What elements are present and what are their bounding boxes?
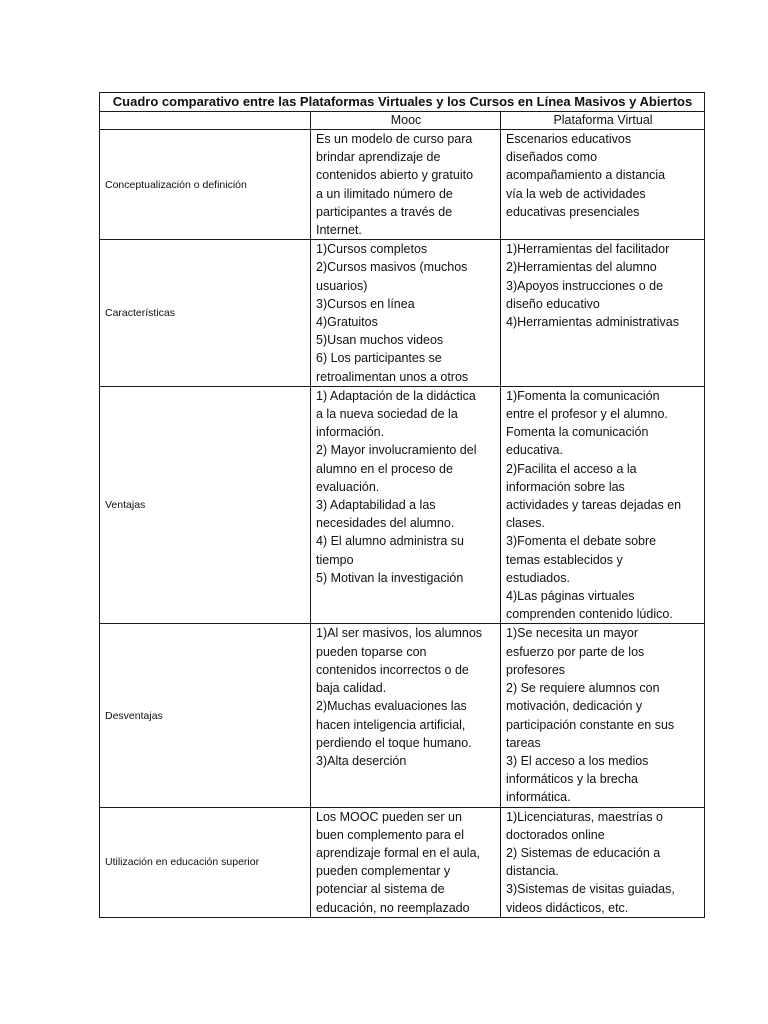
cell-text-line: 1)Fomenta la comunicación bbox=[506, 388, 660, 403]
cell-text-line: esfuerzo por parte de los bbox=[506, 644, 645, 659]
table-row-caracteristicas bbox=[100, 240, 705, 387]
cell-text-line: necesidades del alumno. bbox=[316, 516, 455, 531]
cell-text-line: educativa. bbox=[506, 443, 563, 458]
cell-text-line: retroalimentan unos a otros bbox=[316, 369, 469, 384]
cell-text-line: 1)Cursos completos bbox=[316, 242, 428, 257]
cell-text-line: 1) Adaptación de la didáctica bbox=[316, 388, 476, 403]
cell-text-line: 1)Al ser masivos, los alumnos bbox=[316, 626, 483, 641]
title-row bbox=[100, 93, 705, 112]
cell-text-line: 5) Motivan la investigación bbox=[316, 570, 464, 585]
cell-text-line: buen complemento para el bbox=[316, 827, 465, 842]
plataforma-virtual-cell bbox=[501, 386, 705, 624]
cell-text-line: 2)Muchas evaluaciones las bbox=[316, 699, 467, 714]
cell-text-line: 5)Usan muchos videos bbox=[316, 333, 444, 348]
table-title: Cuadro comparativo entre las Plataformas Virtuales y los Cursos en Línea Masivos y Abiertos bbox=[100, 93, 705, 112]
cell-text-line: baja calidad. bbox=[316, 681, 387, 696]
row-label: Características bbox=[100, 240, 311, 387]
cell-text-line: 1)Herramientas del facilitador bbox=[506, 242, 670, 257]
mooc-cell bbox=[311, 386, 501, 624]
plataforma-virtual-cell bbox=[501, 240, 705, 387]
cell-text-line: 2) Se requiere alumnos con bbox=[506, 681, 660, 696]
comparison-table bbox=[99, 92, 705, 918]
cell-text-line: distancia. bbox=[506, 864, 559, 879]
row-label: Ventajas bbox=[100, 386, 311, 624]
cell-text-line: Fomenta la comunicación bbox=[506, 425, 649, 440]
cell-text-line: 4) El alumno administra su bbox=[316, 534, 464, 549]
cell-text-line: 2) Mayor involucramiento del bbox=[316, 443, 477, 458]
cell-text-line: 2)Facilita el acceso a la bbox=[506, 461, 637, 476]
mooc-cell bbox=[311, 624, 501, 807]
comparison-table-body bbox=[100, 93, 705, 918]
cell-text-line: Escenarios educativos bbox=[506, 132, 632, 146]
cell-text-line: 4)Las páginas virtuales bbox=[506, 589, 635, 604]
cell-text-line: videos didácticos, etc. bbox=[506, 900, 629, 915]
cell-text-line: pueden toparse con bbox=[316, 644, 427, 659]
cell-text-line: a un ilimitado número de bbox=[316, 186, 453, 201]
cell-text-line: clases. bbox=[506, 516, 545, 531]
cell-text-line: Los MOOC pueden ser un bbox=[316, 809, 462, 824]
cell-text-line: evaluación. bbox=[316, 479, 380, 494]
cell-text-line: pueden complementar y bbox=[316, 864, 451, 879]
cell-text-line: 3)Cursos en línea bbox=[316, 296, 415, 311]
cell-text-line: informáticos y la brecha bbox=[506, 772, 639, 787]
cell-text-line: Internet. bbox=[316, 223, 362, 238]
row-label: Desventajas bbox=[100, 624, 311, 807]
cell-text-line: actividades y tareas dejadas en bbox=[506, 498, 682, 513]
cell-text-line: alumno en el proceso de bbox=[316, 461, 453, 476]
mooc-cell bbox=[311, 807, 501, 917]
cell-text-line: temas establecidos y bbox=[506, 552, 623, 567]
header-empty-cell bbox=[100, 112, 311, 130]
cell-text-line: diseñados como bbox=[506, 150, 598, 165]
cell-text-line: hacen inteligencia artificial, bbox=[316, 717, 466, 732]
cell-text-line: 6) Los participantes se bbox=[316, 351, 442, 366]
cell-text-line: perdiendo el toque humano. bbox=[316, 735, 472, 750]
cell-text-line: informática. bbox=[506, 790, 571, 805]
cell-text-line: 3)Fomenta el debate sobre bbox=[506, 534, 657, 549]
cell-text-line: 4)Herramientas administrativas bbox=[506, 315, 679, 330]
cell-text-line: potenciar al sistema de bbox=[316, 882, 445, 897]
cell-text-line: aprendizaje formal en el aula, bbox=[316, 845, 480, 860]
cell-text-line: 1)Licenciaturas, maestrías o bbox=[506, 809, 664, 824]
cell-text-line: comprenden contenido lúdico. bbox=[506, 607, 673, 622]
mooc-cell bbox=[311, 130, 501, 240]
cell-text-line: educación, no reemplazado bbox=[316, 900, 470, 915]
cell-text-line: diseño educativo bbox=[506, 296, 600, 311]
cell-text-line: tiempo bbox=[316, 552, 354, 567]
cell-text-line: doctorados online bbox=[506, 827, 605, 842]
cell-text-line: 3) Adaptabilidad a las bbox=[316, 498, 436, 513]
cell-text-line: 2) Sistemas de educación a bbox=[506, 845, 661, 860]
cell-text-line: 1)Se necesita un mayor bbox=[506, 626, 639, 641]
header-plataforma-virtual: Plataforma Virtual bbox=[501, 112, 705, 130]
cell-text-line: tareas bbox=[506, 735, 541, 750]
plataforma-virtual-cell bbox=[501, 807, 705, 917]
cell-text-line: 3)Alta deserción bbox=[316, 753, 407, 768]
cell-text-line: información sobre las bbox=[506, 479, 625, 494]
cell-text-line: 3) El acceso a los medios bbox=[506, 753, 649, 768]
cell-text-line: 2)Cursos masivos (muchos bbox=[316, 260, 468, 275]
cell-text-line: contenidos abierto y gratuito bbox=[316, 168, 474, 183]
cell-text-line: información. bbox=[316, 425, 385, 440]
table-row-desventajas bbox=[100, 624, 705, 807]
row-label: Utilización en educación superior bbox=[100, 807, 311, 917]
plataforma-virtual-cell bbox=[501, 130, 705, 240]
table-row-utilizacion bbox=[100, 807, 705, 917]
cell-text-line: usuarios) bbox=[316, 278, 368, 293]
cell-text-line: motivación, dedicación y bbox=[506, 699, 643, 714]
mooc-cell bbox=[311, 240, 501, 387]
table-row-ventajas bbox=[100, 386, 705, 624]
cell-text-line: a la nueva sociedad de la bbox=[316, 407, 458, 422]
cell-text-line: entre el profesor y el alumno. bbox=[506, 407, 668, 422]
cell-text-line: 4)Gratuitos bbox=[316, 315, 378, 330]
row-label: Conceptualización o definición bbox=[100, 130, 311, 240]
cell-text-line: educativas presenciales bbox=[506, 204, 640, 219]
cell-text-line: vía la web de actividades bbox=[506, 186, 646, 201]
cell-text-line: estudiados. bbox=[506, 570, 570, 585]
cell-text-line: contenidos incorrectos o de bbox=[316, 662, 469, 677]
cell-text-line: 2)Herramientas del alumno bbox=[506, 260, 657, 275]
table-row-conceptualizacion bbox=[100, 130, 705, 240]
cell-text-line: 3)Sistemas de visitas guiadas, bbox=[506, 882, 675, 897]
cell-text-line: brindar aprendizaje de bbox=[316, 150, 441, 165]
header-row bbox=[100, 112, 705, 130]
cell-text-line: acompañamiento a distancia bbox=[506, 168, 666, 183]
cell-text-line: 3)Apoyos instrucciones o de bbox=[506, 278, 664, 293]
plataforma-virtual-cell bbox=[501, 624, 705, 807]
cell-text-line: Es un modelo de curso para bbox=[316, 132, 473, 146]
cell-text-line: profesores bbox=[506, 662, 566, 677]
cell-text-line: participantes a través de bbox=[316, 204, 453, 219]
cell-text-line: participación constante en sus bbox=[506, 717, 675, 732]
header-mooc: Mooc bbox=[311, 112, 501, 130]
